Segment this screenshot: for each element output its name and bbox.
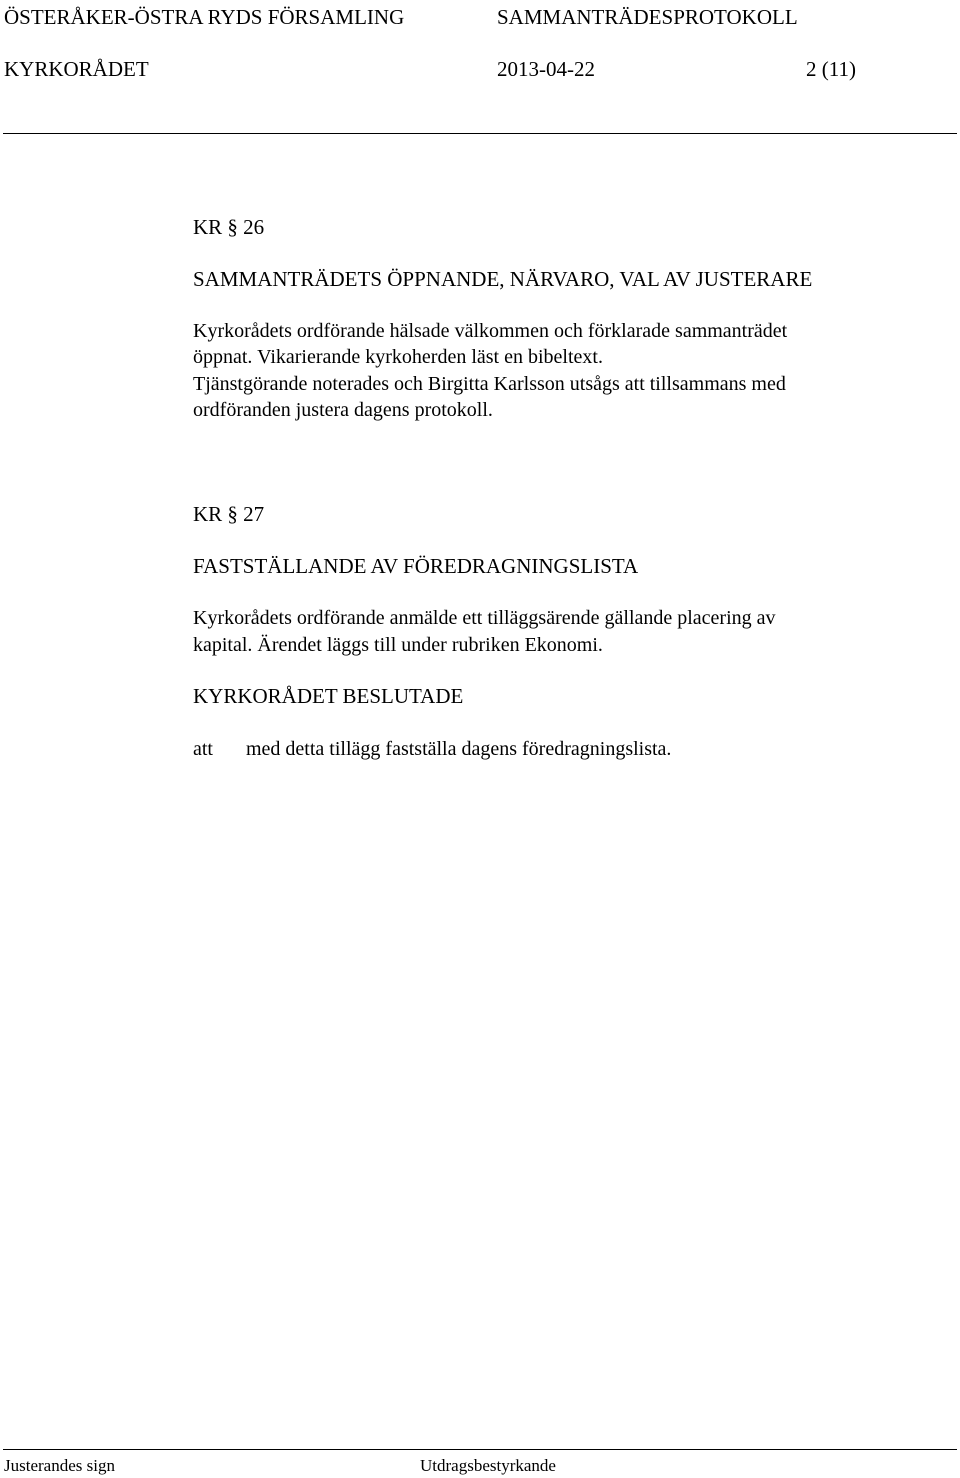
committee-name: KYRKORÅDET — [4, 57, 149, 81]
footer-divider — [3, 1449, 957, 1450]
paragraph-line: öppnat. Vikarierande kyrkoherden läst en bibeltext. — [193, 346, 603, 368]
decision-heading: KYRKORÅDET BESLUTADE — [193, 684, 464, 708]
paragraph-line: Kyrkorådets ordförande anmälde ett tilläggsärende gällande placering av — [193, 607, 776, 629]
header-divider — [3, 133, 957, 134]
paragraph-line: kapital. Ärendet läggs till under rubriken Ekonomi. — [193, 634, 603, 656]
meeting-date: 2013-04-22 — [497, 57, 595, 81]
paragraph-line: Tjänstgörande noterades och Birgitta Karlsson utsågs att tillsammans med — [193, 373, 786, 395]
paragraph-line: Kyrkorådets ordförande hälsade välkommen och förklarade sammanträdet — [193, 320, 788, 342]
page-number: 2 (11) — [806, 57, 856, 81]
section-title: SAMMANTRÄDETS ÖPPNANDE, NÄRVARO, VAL AV JUSTERARE — [193, 267, 813, 291]
document-type: SAMMANTRÄDESPROTOKOLL — [497, 5, 798, 29]
section-number: KR § 26 — [193, 215, 265, 239]
section-number: KR § 27 — [193, 502, 265, 526]
paragraph-line: ordföranden justera dagens protokoll. — [193, 399, 493, 421]
organization-name: ÖSTERÅKER-ÖSTRA RYDS FÖRSAMLING — [4, 5, 405, 29]
footer-justerandes-sign: Justerandes sign — [4, 1456, 115, 1475]
section-title: FASTSTÄLLANDE AV FÖREDRAGNINGSLISTA — [193, 554, 639, 578]
footer-utdragsbestyrkande: Utdragsbestyrkande — [420, 1456, 556, 1475]
decision-lead: att — [193, 738, 213, 760]
decision-text: med detta tillägg fastställa dagens föredragningslista. — [246, 738, 672, 760]
